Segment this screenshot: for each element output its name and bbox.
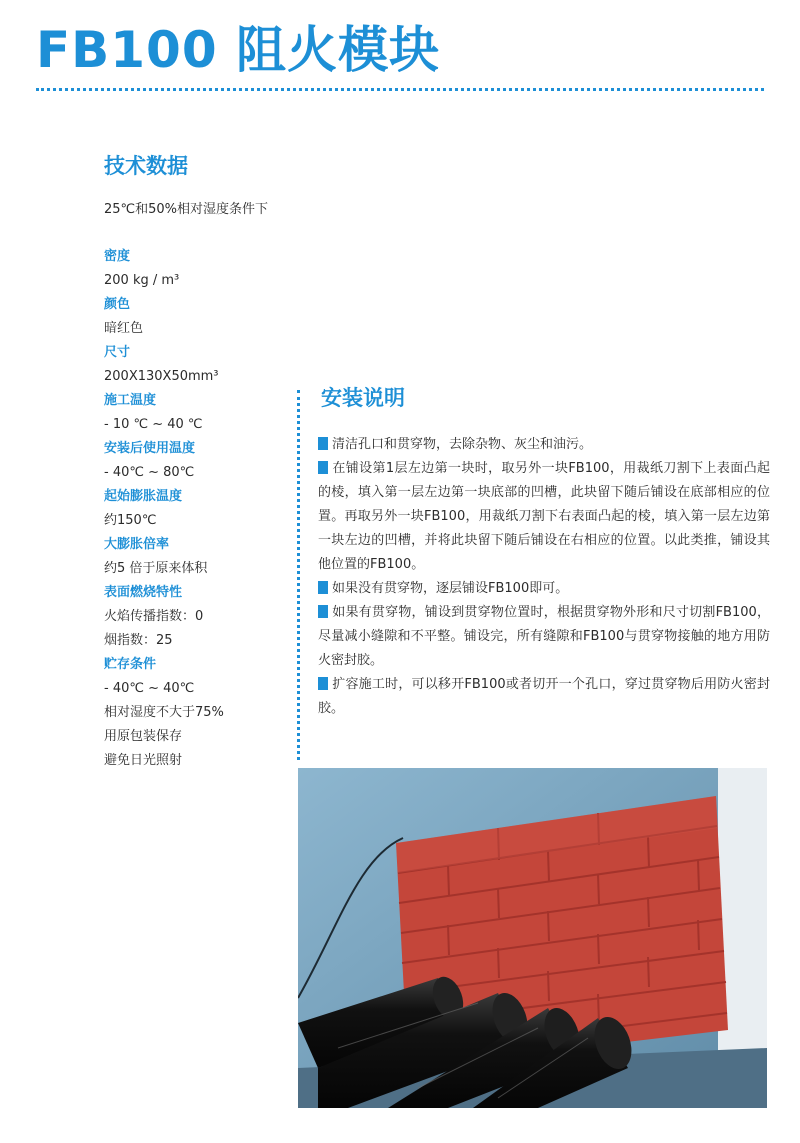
install-step-text: 如果有贯穿物，铺设到贯穿物位置时，根据贯穿物外形和尺寸切割FB100，尽量减小缝隙和不平整。铺设完，所有缝隙和FB100与贯穿物接触的地方用防火密封胶。 [318, 605, 770, 668]
bullet-square-icon [318, 677, 328, 690]
install-instructions [318, 433, 770, 721]
install-step-text: 在铺设第1层左边第一块时，取另外一块FB100，用裁纸刀割下上表面凸起的棱，填入第一层左边第一块底部的凹槽，此块留下随后铺设在底部相应的位置。再取另外一块FB100，用裁纸刀割下右表面凸起的棱，填入第一层左边第一块左边的凹槽，并将此块留下随后铺设在右相应的位置。以此类推，铺设其他位置的FB100。 [318, 461, 770, 572]
spec-size [104, 341, 294, 389]
install-step [318, 457, 770, 577]
spec-value: 暗红色 [104, 321, 144, 336]
install-step [318, 577, 770, 601]
spec-value: - 10 ℃ ~ 40 ℃ [104, 417, 203, 432]
spec-label: 颜色 [104, 297, 131, 312]
firestop-module-wall-illustration [298, 768, 767, 1108]
spec-value: 烟指数：25 [104, 633, 173, 648]
spec-value: 约5 倍于原来体积 [104, 561, 208, 576]
spec-service-temp [104, 437, 294, 485]
install-step-text: 清洁孔口和贯穿物，去除杂物、灰尘和油污。 [332, 437, 593, 452]
install-step-text: 扩容施工时，可以移开FB100或者切开一个孔口，穿过贯穿物后用防火密封胶。 [318, 677, 770, 716]
title-divider [36, 88, 764, 91]
spec-install-temp [104, 389, 294, 437]
install-step [318, 601, 770, 673]
test-condition: 25℃和50%相对湿度条件下 [104, 202, 269, 217]
spec-label: 密度 [104, 249, 131, 264]
tech-data-heading: 技术数据 [104, 154, 188, 178]
spec-value: 200X130X50mm³ [104, 369, 219, 384]
spec-label: 贮存条件 [104, 657, 157, 672]
spec-value: 避免日光照射 [104, 753, 183, 768]
install-step-text: 如果没有贯穿物，逐层铺设FB100即可。 [332, 581, 569, 596]
spec-color [104, 293, 294, 341]
spec-value: 用原包装保存 [104, 729, 183, 744]
install-step [318, 433, 770, 457]
bullet-square-icon [318, 605, 328, 618]
spec-density [104, 245, 294, 293]
spec-list [104, 245, 294, 773]
spec-value: - 40℃ ~ 40℃ [104, 681, 195, 696]
bullet-square-icon [318, 461, 328, 474]
spec-value: 200 kg / m³ [104, 273, 180, 288]
spec-storage [104, 653, 294, 773]
install-step [318, 673, 770, 721]
spec-value: 火焰传播指数：0 [104, 609, 204, 624]
spec-label: 起始膨胀温度 [104, 489, 183, 504]
page-title: FB100 阻火模块 [36, 21, 441, 79]
spec-label: 施工温度 [104, 393, 157, 408]
spec-value: 相对湿度不大于75% [104, 705, 224, 720]
install-heading: 安装说明 [321, 386, 405, 410]
spec-expansion-ratio [104, 533, 294, 581]
spec-value: - 40℃ ~ 80℃ [104, 465, 195, 480]
spec-value: 约150℃ [104, 513, 157, 528]
spec-label: 表面燃烧特性 [104, 585, 183, 600]
spec-label: 安装后使用温度 [104, 441, 196, 456]
product-installation-photo [298, 768, 767, 1108]
spec-surface-burning [104, 581, 294, 653]
spec-label: 大膨胀倍率 [104, 537, 170, 552]
spec-label: 尺寸 [104, 345, 131, 360]
bullet-square-icon [318, 437, 328, 450]
spec-expansion-temp [104, 485, 294, 533]
section-divider [297, 390, 300, 760]
bullet-square-icon [318, 581, 328, 594]
